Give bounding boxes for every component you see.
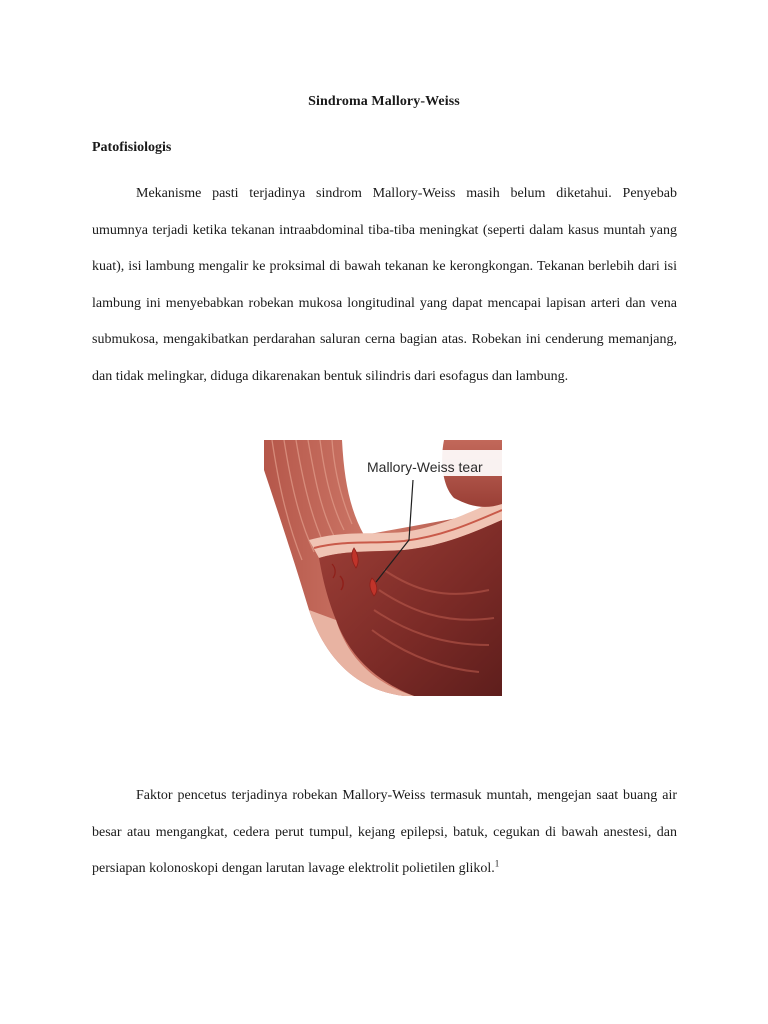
paragraph-triggers (92, 778, 677, 888)
figure-label: Mallory-Weiss tear (367, 459, 483, 475)
paragraph-1-text: Mekanisme pasti terjadinya sindrom Mallory-Weiss masih belum diketahui. Penyebab umumnya terjadi ketika tekanan intraabdominal tiba-tiba meningkat (seperti dalam kasus muntah yang kuat), isi lambung mengalir ke proksimal di bawah tekanan ke kerongkongan. Tekanan berlebih dari isi lambung ini menyebabkan robekan mukosa longitudinal yang dapat mencapai lapisan arteri dan vena submukosa, mengakibatkan perdarahan saluran cerna bagian atas. Robekan ini cenderung memanjang, dan tidak melingkar, diduga dikarenakan bentuk silindris dari esofagus dan lambung. (92, 186, 677, 384)
section-heading: Patofisiologis (92, 140, 172, 155)
document-title: Sindroma Mallory-Weiss (308, 94, 460, 109)
paragraph-2-text: Faktor pencetus terjadinya robekan Mallory-Weiss termasuk muntah, mengejan saat buang air besar atau mengangkat, cedera perut tumpul, kejang epilepsi, batuk, cegukan di bawah anestesi, dan persiapan kolonoskopi dengan larutan lavage elektrolit polietilen glikol. (92, 788, 677, 876)
esophagus-illustration-icon (264, 440, 502, 696)
footnote-reference[interactable]: 1 (494, 858, 500, 869)
paragraph-pathophysiology (92, 176, 677, 395)
mallory-weiss-figure (264, 440, 502, 696)
